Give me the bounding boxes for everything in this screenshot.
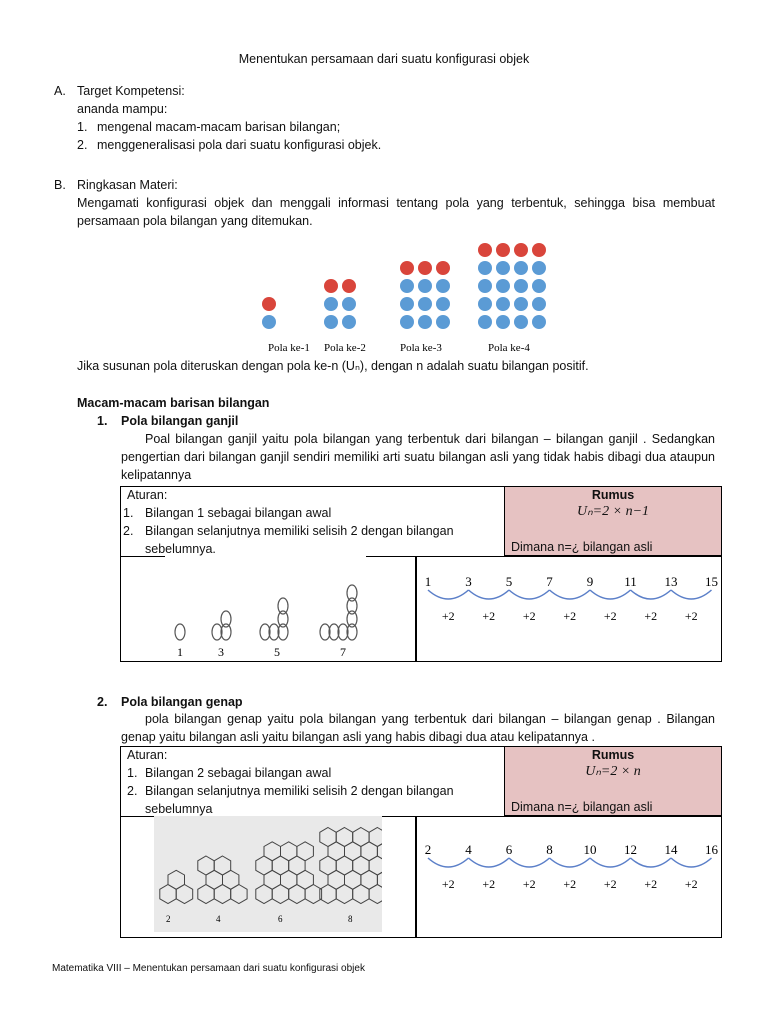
pattern-ball bbox=[342, 297, 356, 311]
pattern-ball bbox=[496, 315, 510, 329]
pattern-ball bbox=[478, 297, 492, 311]
pattern-ball bbox=[478, 243, 492, 257]
sequence-term: 12 bbox=[624, 842, 637, 857]
pattern-ball bbox=[400, 261, 414, 275]
genap-heading: Pola bilangan genap bbox=[121, 695, 243, 709]
sequence-term: 11 bbox=[624, 574, 637, 589]
sequence-term: 2 bbox=[424, 842, 432, 857]
difference-arc bbox=[509, 858, 550, 867]
pattern-label: Pola ke-4 bbox=[488, 342, 530, 354]
difference-label: +2 bbox=[684, 609, 698, 623]
pattern-ball bbox=[324, 279, 338, 293]
page-title: Menentukan persamaan dari suatu konfigurasi objek bbox=[238, 52, 530, 66]
pattern-ball bbox=[478, 261, 492, 275]
difference-label: +2 bbox=[603, 609, 617, 623]
pattern-ball bbox=[342, 315, 356, 329]
difference-label: +2 bbox=[482, 609, 496, 623]
section-b-paragraph: Mengamati konfigurasi objek dan menggali informasi tentang pola yang terbentuk, sehingga bisa membuat persamaan pola bilangan yang ditemukan. bbox=[77, 196, 715, 228]
odd-circle bbox=[175, 624, 185, 640]
pattern-ball bbox=[436, 315, 450, 329]
pattern-ball bbox=[418, 315, 432, 329]
pattern-ball bbox=[418, 297, 432, 311]
ganjil-paragraph: Poal bilangan ganjil yaitu pola bilangan yang terbentuk dari bilangan – bilangan ganjil . Sedangkan pengertian dari bilangan ganjil sendiri memiliki arti suatu bilangan asli yang tidak habis dibagi dua ataupun kelipatannya bbox=[121, 432, 715, 482]
rule-number: 2. bbox=[123, 524, 134, 538]
pattern-ball bbox=[496, 297, 510, 311]
ball-pattern-figure bbox=[250, 232, 570, 358]
difference-label: +2 bbox=[522, 877, 536, 891]
odd-sequence-figure bbox=[420, 570, 718, 630]
rule-text: Bilangan 1 sebagai bilangan awal bbox=[145, 506, 332, 520]
difference-arc bbox=[550, 858, 591, 867]
pattern-ball bbox=[400, 279, 414, 293]
pattern-ball bbox=[532, 243, 546, 257]
page-footer: Matematika VIII – Menentukan persamaan dari suatu konfigurasi objek bbox=[52, 963, 365, 974]
difference-arc bbox=[590, 858, 631, 867]
figure-label: 6 bbox=[278, 914, 283, 924]
ganjil-table bbox=[120, 486, 722, 662]
rumus-box bbox=[504, 746, 722, 816]
difference-arc bbox=[550, 590, 591, 599]
difference-arc bbox=[428, 858, 469, 867]
pattern-label: Pola ke-3 bbox=[400, 342, 442, 354]
pattern-ball bbox=[496, 261, 510, 275]
figure-label: 8 bbox=[348, 914, 353, 924]
sequence-term: 16 bbox=[705, 842, 718, 857]
difference-label: +2 bbox=[522, 609, 536, 623]
pattern-ball bbox=[496, 243, 510, 257]
list-number: 2. bbox=[77, 138, 88, 152]
pattern-label: Pola ke-1 bbox=[268, 342, 310, 354]
genap-paragraph: pola bilangan genap yaitu pola bilangan yang terbentuk dari bilangan – bilangan genap . Bilangan genap yaitu bilangan asli yaitu bilangan asli yang habis dibagi dua atau kelipatannya . bbox=[121, 712, 715, 744]
rumus-formula: Uₙ=2 × n bbox=[585, 764, 641, 779]
pattern-ball bbox=[324, 315, 338, 329]
figure-label: 2 bbox=[166, 914, 171, 924]
difference-label: +2 bbox=[441, 877, 455, 891]
sequence-term: 15 bbox=[705, 574, 718, 589]
rumus-dimana: Dimana n=¿ bilangan asli bbox=[511, 540, 653, 554]
difference-arc bbox=[590, 590, 631, 599]
section-b-marker: B. bbox=[54, 178, 66, 192]
rule-number: 2. bbox=[127, 784, 138, 798]
pattern-ball bbox=[418, 261, 432, 275]
rumus-label: Rumus bbox=[591, 748, 635, 762]
section-a-intro: ananda mampu: bbox=[77, 102, 168, 116]
pattern-label: Pola ke-2 bbox=[324, 342, 366, 354]
difference-arc bbox=[671, 858, 712, 867]
pattern-ball bbox=[532, 297, 546, 311]
difference-arc bbox=[469, 858, 510, 867]
list-item: mengenal macam-macam barisan bilangan; bbox=[97, 120, 341, 134]
sequence-term: 8 bbox=[546, 842, 553, 857]
difference-label: +2 bbox=[482, 877, 496, 891]
even-sequence-figure bbox=[420, 838, 720, 898]
macam-heading: Macam-macam barisan bilangan bbox=[77, 396, 270, 410]
pattern-ball bbox=[262, 315, 276, 329]
rumus-formula: Uₙ=2 × n−1 bbox=[576, 504, 650, 519]
rule-text: Bilangan 2 sebagai bilangan awal bbox=[145, 766, 332, 780]
difference-label: +2 bbox=[441, 609, 455, 623]
sequence-term: 6 bbox=[505, 842, 513, 857]
sequence-term: 7 bbox=[546, 574, 553, 589]
figure-label: 3 bbox=[218, 645, 224, 659]
difference-arc bbox=[469, 590, 510, 599]
figure-label: 1 bbox=[177, 645, 183, 659]
section-b-heading: Ringkasan Materi: bbox=[77, 178, 178, 192]
genap-number: 2. bbox=[97, 695, 108, 709]
sequence-term: 13 bbox=[664, 574, 678, 589]
pattern-ball bbox=[262, 297, 276, 311]
hexagon-figure bbox=[154, 816, 382, 932]
sequence-term: 9 bbox=[586, 574, 594, 589]
pattern-ball bbox=[324, 297, 338, 311]
odd-circles-figure bbox=[160, 560, 410, 660]
ganjil-number: 1. bbox=[97, 414, 108, 428]
pattern-ball bbox=[478, 279, 492, 293]
pattern-ball bbox=[532, 315, 546, 329]
rule-number: 1. bbox=[127, 766, 138, 780]
difference-arc bbox=[509, 590, 550, 599]
sequence-term: 3 bbox=[465, 574, 472, 589]
rule-text: Bilangan selanjutnya memiliki selisih 2 dengan bilangan sebelumnya. bbox=[145, 524, 454, 556]
pattern-ball bbox=[342, 279, 356, 293]
pattern-ball bbox=[514, 315, 528, 329]
difference-label: +2 bbox=[684, 877, 698, 891]
pattern-ball bbox=[532, 279, 546, 293]
rumus-dimana: Dimana n=¿ bilangan asli bbox=[511, 800, 653, 814]
figure-label: 7 bbox=[340, 645, 346, 659]
rule-text: Bilangan selanjutnya memiliki selisih 2 dengan bilangan sebelumnya bbox=[145, 784, 454, 816]
pattern-ball bbox=[514, 297, 528, 311]
sequence-term: 4 bbox=[465, 842, 472, 857]
difference-label: +2 bbox=[563, 877, 577, 891]
pattern-ball bbox=[514, 243, 528, 257]
pattern-continuation-text: Jika susunan pola diteruskan dengan pola ke-n (Uₙ), dengan n adalah suatu bilangan positif. bbox=[77, 359, 589, 373]
figure-label: 5 bbox=[274, 645, 280, 659]
rule-number: 1. bbox=[123, 506, 134, 520]
difference-arc bbox=[631, 858, 672, 867]
pattern-ball bbox=[496, 279, 510, 293]
sequence-term: 14 bbox=[664, 842, 678, 857]
difference-label: +2 bbox=[603, 877, 617, 891]
ganjil-heading: Pola bilangan ganjil bbox=[121, 414, 239, 428]
pattern-ball bbox=[514, 279, 528, 293]
difference-label: +2 bbox=[563, 609, 577, 623]
pattern-ball bbox=[400, 315, 414, 329]
section-a-marker: A. bbox=[54, 84, 66, 98]
figure-label: 4 bbox=[216, 914, 221, 924]
sequence-term: 5 bbox=[505, 574, 513, 589]
list-number: 1. bbox=[77, 120, 88, 134]
pattern-ball bbox=[436, 297, 450, 311]
list-item: menggeneralisasi pola dari suatu konfigurasi objek. bbox=[97, 138, 382, 152]
difference-arc bbox=[671, 590, 712, 599]
pattern-ball bbox=[418, 279, 432, 293]
pattern-ball bbox=[436, 279, 450, 293]
rumus-box bbox=[504, 486, 722, 556]
difference-label: +2 bbox=[644, 609, 658, 623]
pattern-ball bbox=[532, 261, 546, 275]
aturan-label: Aturan: bbox=[127, 748, 168, 762]
pattern-ball bbox=[514, 261, 528, 275]
pattern-ball bbox=[436, 261, 450, 275]
difference-arc bbox=[428, 590, 469, 599]
difference-arc bbox=[631, 590, 672, 599]
sequence-term: 1 bbox=[424, 574, 432, 589]
sequence-term: 10 bbox=[583, 842, 597, 857]
pattern-ball bbox=[478, 315, 492, 329]
section-a-heading: Target Kompetensi: bbox=[77, 84, 185, 98]
difference-label: +2 bbox=[644, 877, 658, 891]
aturan-label: Aturan: bbox=[127, 488, 168, 502]
rumus-label: Rumus bbox=[591, 488, 635, 502]
genap-table bbox=[120, 746, 722, 938]
pattern-ball bbox=[400, 297, 414, 311]
